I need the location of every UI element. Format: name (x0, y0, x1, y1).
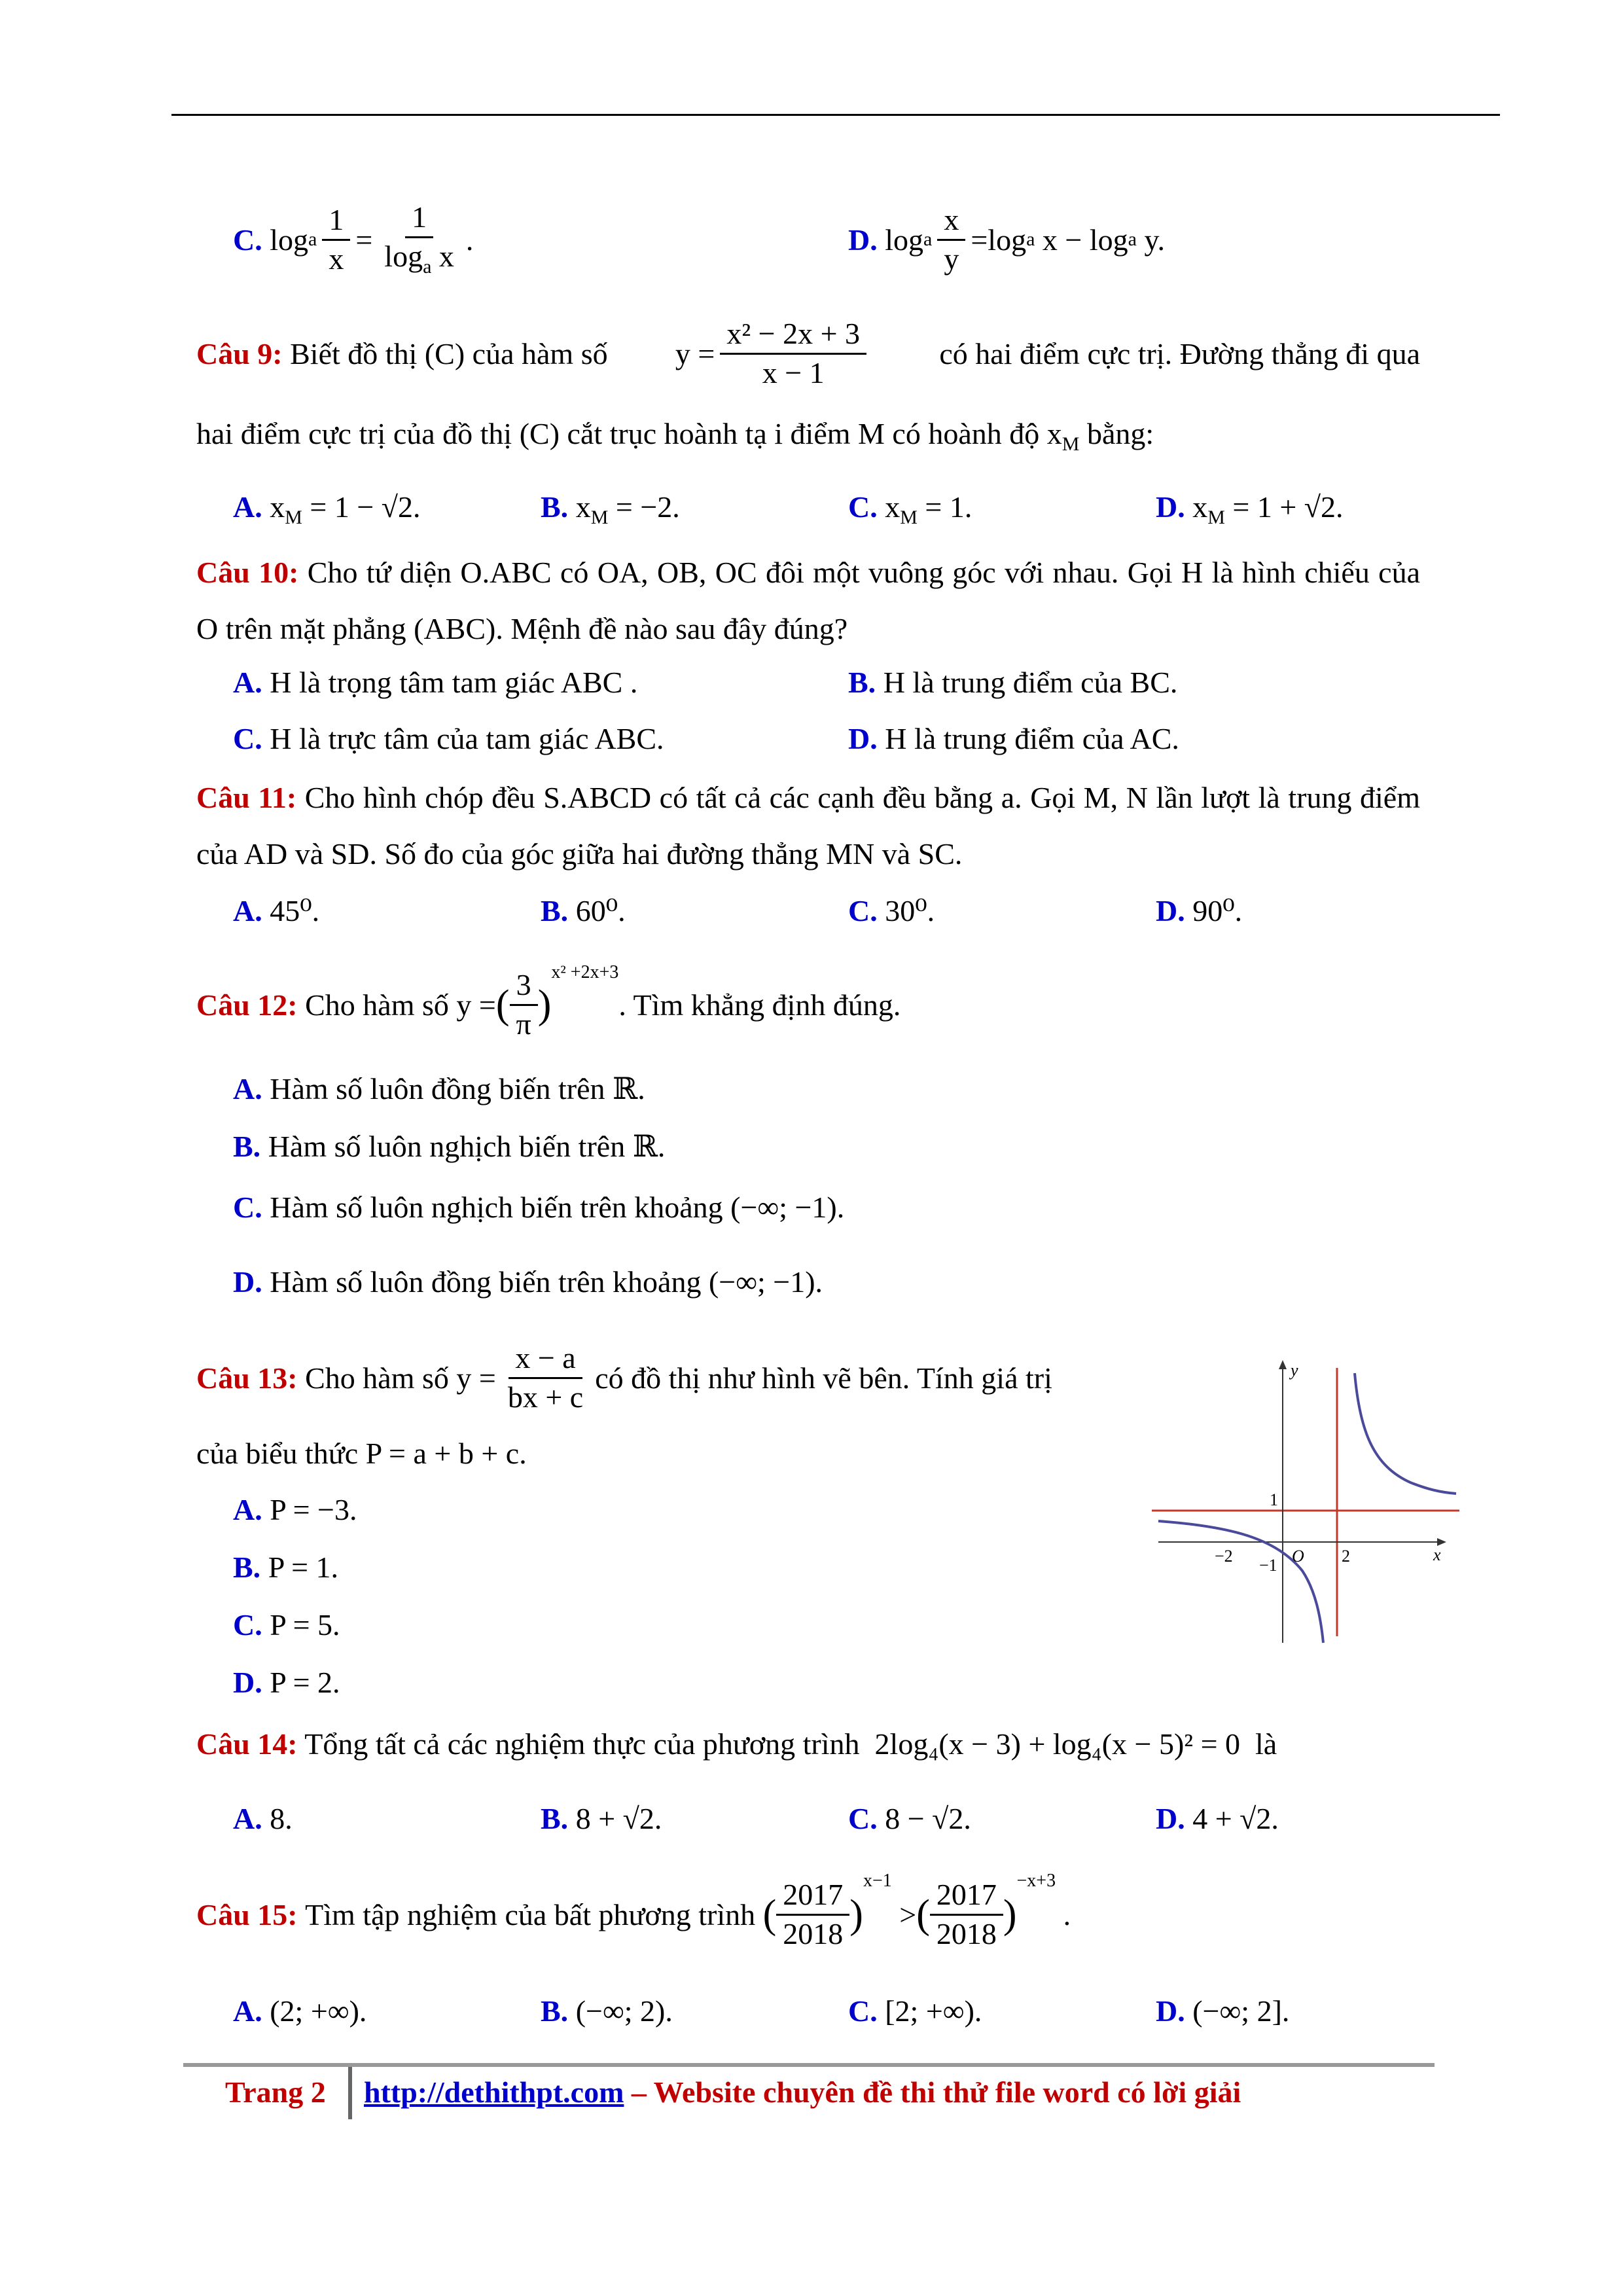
fraction: $\frac{2017}{2018}$ (776, 1878, 849, 1952)
q14-stem: Câu 14: Tổng tất cả các nghiệm thực của phương trình 2log₄(x − 3) + log₄(x − 5)² = 0 là (196, 1727, 1277, 1761)
y-axis-arrow (1279, 1360, 1287, 1369)
footer-divider (348, 2067, 352, 2119)
q10-option-a: A. H là trọng tâm tam giác ABC . (233, 666, 638, 699)
fraction: $\frac{2017}{2018}$ (930, 1878, 1003, 1952)
fraction: $\frac{\text{x² − 2x + 3}}{x - 1}$ (720, 317, 866, 391)
left-branch-curve (1158, 1521, 1323, 1643)
right-branch-curve (1355, 1373, 1456, 1494)
q9-option-c: C. $x_M = 1$. (848, 490, 972, 529)
footer-page-number: Trang 2 (225, 2075, 326, 2109)
question-label: Câu 15: (196, 1897, 298, 1931)
question-label: Câu 13: (196, 1361, 298, 1395)
footer-link[interactable]: http://dethithpt.com (364, 2075, 624, 2109)
q9-option-d: D. $x_M = 1 + √2$. (1156, 490, 1344, 529)
q15-option-a: A. (2; +∞). (233, 1994, 367, 2028)
footer-rule (183, 2063, 1435, 2067)
q12-option-c: C. Hàm số luôn nghịch biến trên khoảng (−∞; −1). (233, 1191, 845, 1224)
q13-option-c: C. P = 5. (233, 1608, 340, 1641)
q11-option-c: C. 30⁰. (848, 894, 935, 927)
q12-stem: Câu 12: Cho hàm số y = ( $\frac{3}{\pi}$ ) x² +2x+3 . Tìm khẳng định đúng. (196, 962, 901, 1041)
q12-option-a: A. Hàm số luôn đồng biến trên ℝ. (233, 1072, 645, 1105)
q14-option-c: C. 8 − √2. (848, 1802, 971, 1835)
q11-option-a: A. 45⁰. (233, 894, 320, 927)
fraction: $\frac{1}{\log_a x}$ (384, 200, 454, 278)
q9-stem-line1: Câu 9: Biết đồ thị (C) của hàm số y = $\frac{\text{x² − 2x + 3}}{x - 1}$ có hai điểm cực trị. Đường thẳng đi qua (196, 316, 1420, 389)
tick-label-2: 2 (1342, 1547, 1350, 1566)
fraction: $\frac{3}{\pi}$ (510, 968, 538, 1042)
option-label: D. (848, 223, 878, 257)
q8-option-d: D. log a $\frac{x}{y}$ =log a x − log a y. (848, 202, 1165, 276)
header-rule (171, 114, 1500, 116)
fraction: $\frac{x - a}{bx + c}$ (507, 1340, 584, 1414)
q13-option-a: A. P = −3. (233, 1493, 357, 1526)
x-axis-label: x (1433, 1545, 1441, 1564)
q13-option-b: B. P = 1. (233, 1551, 339, 1584)
q10-option-c: C. H là trực tâm của tam giác ABC. (233, 722, 664, 755)
footer-text: http://dethithpt.com – Website chuyên đề thi thử file word có lời giải (364, 2075, 1241, 2109)
fraction: $\frac{x}{y}$ (937, 203, 965, 277)
q15-option-b: B. (−∞; 2). (541, 1994, 673, 2028)
q12-option-d: D. Hàm số luôn đồng biến trên khoảng (−∞; −1). (233, 1265, 823, 1299)
q13-function-graph (1152, 1355, 1459, 1662)
question-label: Câu 10: (196, 556, 299, 589)
tick-label-neg1: −1 (1259, 1556, 1277, 1575)
tick-label-neg2: −2 (1215, 1547, 1233, 1566)
question-label: Câu 11: (196, 781, 297, 814)
q15-option-c: C. [2; +∞). (848, 1994, 982, 2028)
q13-option-d: D. P = 2. (233, 1666, 340, 1699)
q13-stem: Câu 13: Cho hàm số y = $\frac{x - a}{bx + c}$ có đồ thị như hình vẽ bên. Tính giá trị (196, 1340, 1052, 1414)
q12-option-b: B. Hàm số luôn nghịch biến trên ℝ. (233, 1130, 666, 1163)
y-axis-label: y (1291, 1361, 1298, 1380)
q11-option-b: B. 60⁰. (541, 894, 626, 927)
q14-option-a: A. 8. (233, 1802, 293, 1835)
question-label: Câu 14: (196, 1727, 298, 1761)
fraction: $\frac{1}{x}$ (322, 203, 350, 277)
q11-option-d: D. 90⁰. (1156, 894, 1243, 927)
tick-label-1: 1 (1270, 1490, 1278, 1509)
question-label: Câu 9: (196, 336, 283, 370)
q9-stem-line2: hai điểm cực trị của đồ thị (C) cắt trục hoành tạ i điểm M có hoành độ $x_M$ bằng: (196, 417, 1154, 456)
q13-stem-line2: của biểu thức P = a + b + c. (196, 1437, 527, 1470)
q14-option-d: D. 4 + √2. (1156, 1802, 1279, 1835)
q8-option-c: C. log a $\frac{1}{x}$ = $\frac{1}{\log_a x}$ . (233, 200, 474, 278)
q9-option-a: A. $x_M = 1 - √2$. (233, 490, 421, 529)
question-label: Câu 12: (196, 988, 298, 1022)
q10-option-b: B. H là trung điểm của BC. (848, 666, 1178, 699)
q9-option-b: B. $x_M = -2$. (541, 490, 680, 529)
q10-option-d: D. H là trung điểm của AC. (848, 722, 1179, 755)
q14-option-b: B. 8 + √2. (541, 1802, 662, 1835)
option-label: C. (233, 223, 262, 257)
q10-stem: Câu 10: Cho tứ diện O.ABC có OA, OB, OC đôi một vuông góc với nhau. Gọi H là hình chiếu của O trên mặt phẳng (ABC). Mệnh đề nào sau đây đúng? (196, 556, 1420, 645)
q15-stem: Câu 15: Tìm tập nghiệm của bất phương trình ( $\frac{2017}{2018}$ ) x−1 > ( $\frac{2017}{2018}$ ) −x+3 . (196, 1871, 1071, 1950)
origin-label: O (1292, 1547, 1304, 1566)
q11-stem: Câu 11: Cho hình chóp đều S.ABCD có tất cả các cạnh đều bằng a. Gọi M, N lần lượt là trung điểm của AD và SD. Số đo của góc giữa hai đường thẳng MN và SC. (196, 781, 1420, 870)
q15-option-d: D. (−∞; 2]. (1156, 1994, 1290, 2028)
